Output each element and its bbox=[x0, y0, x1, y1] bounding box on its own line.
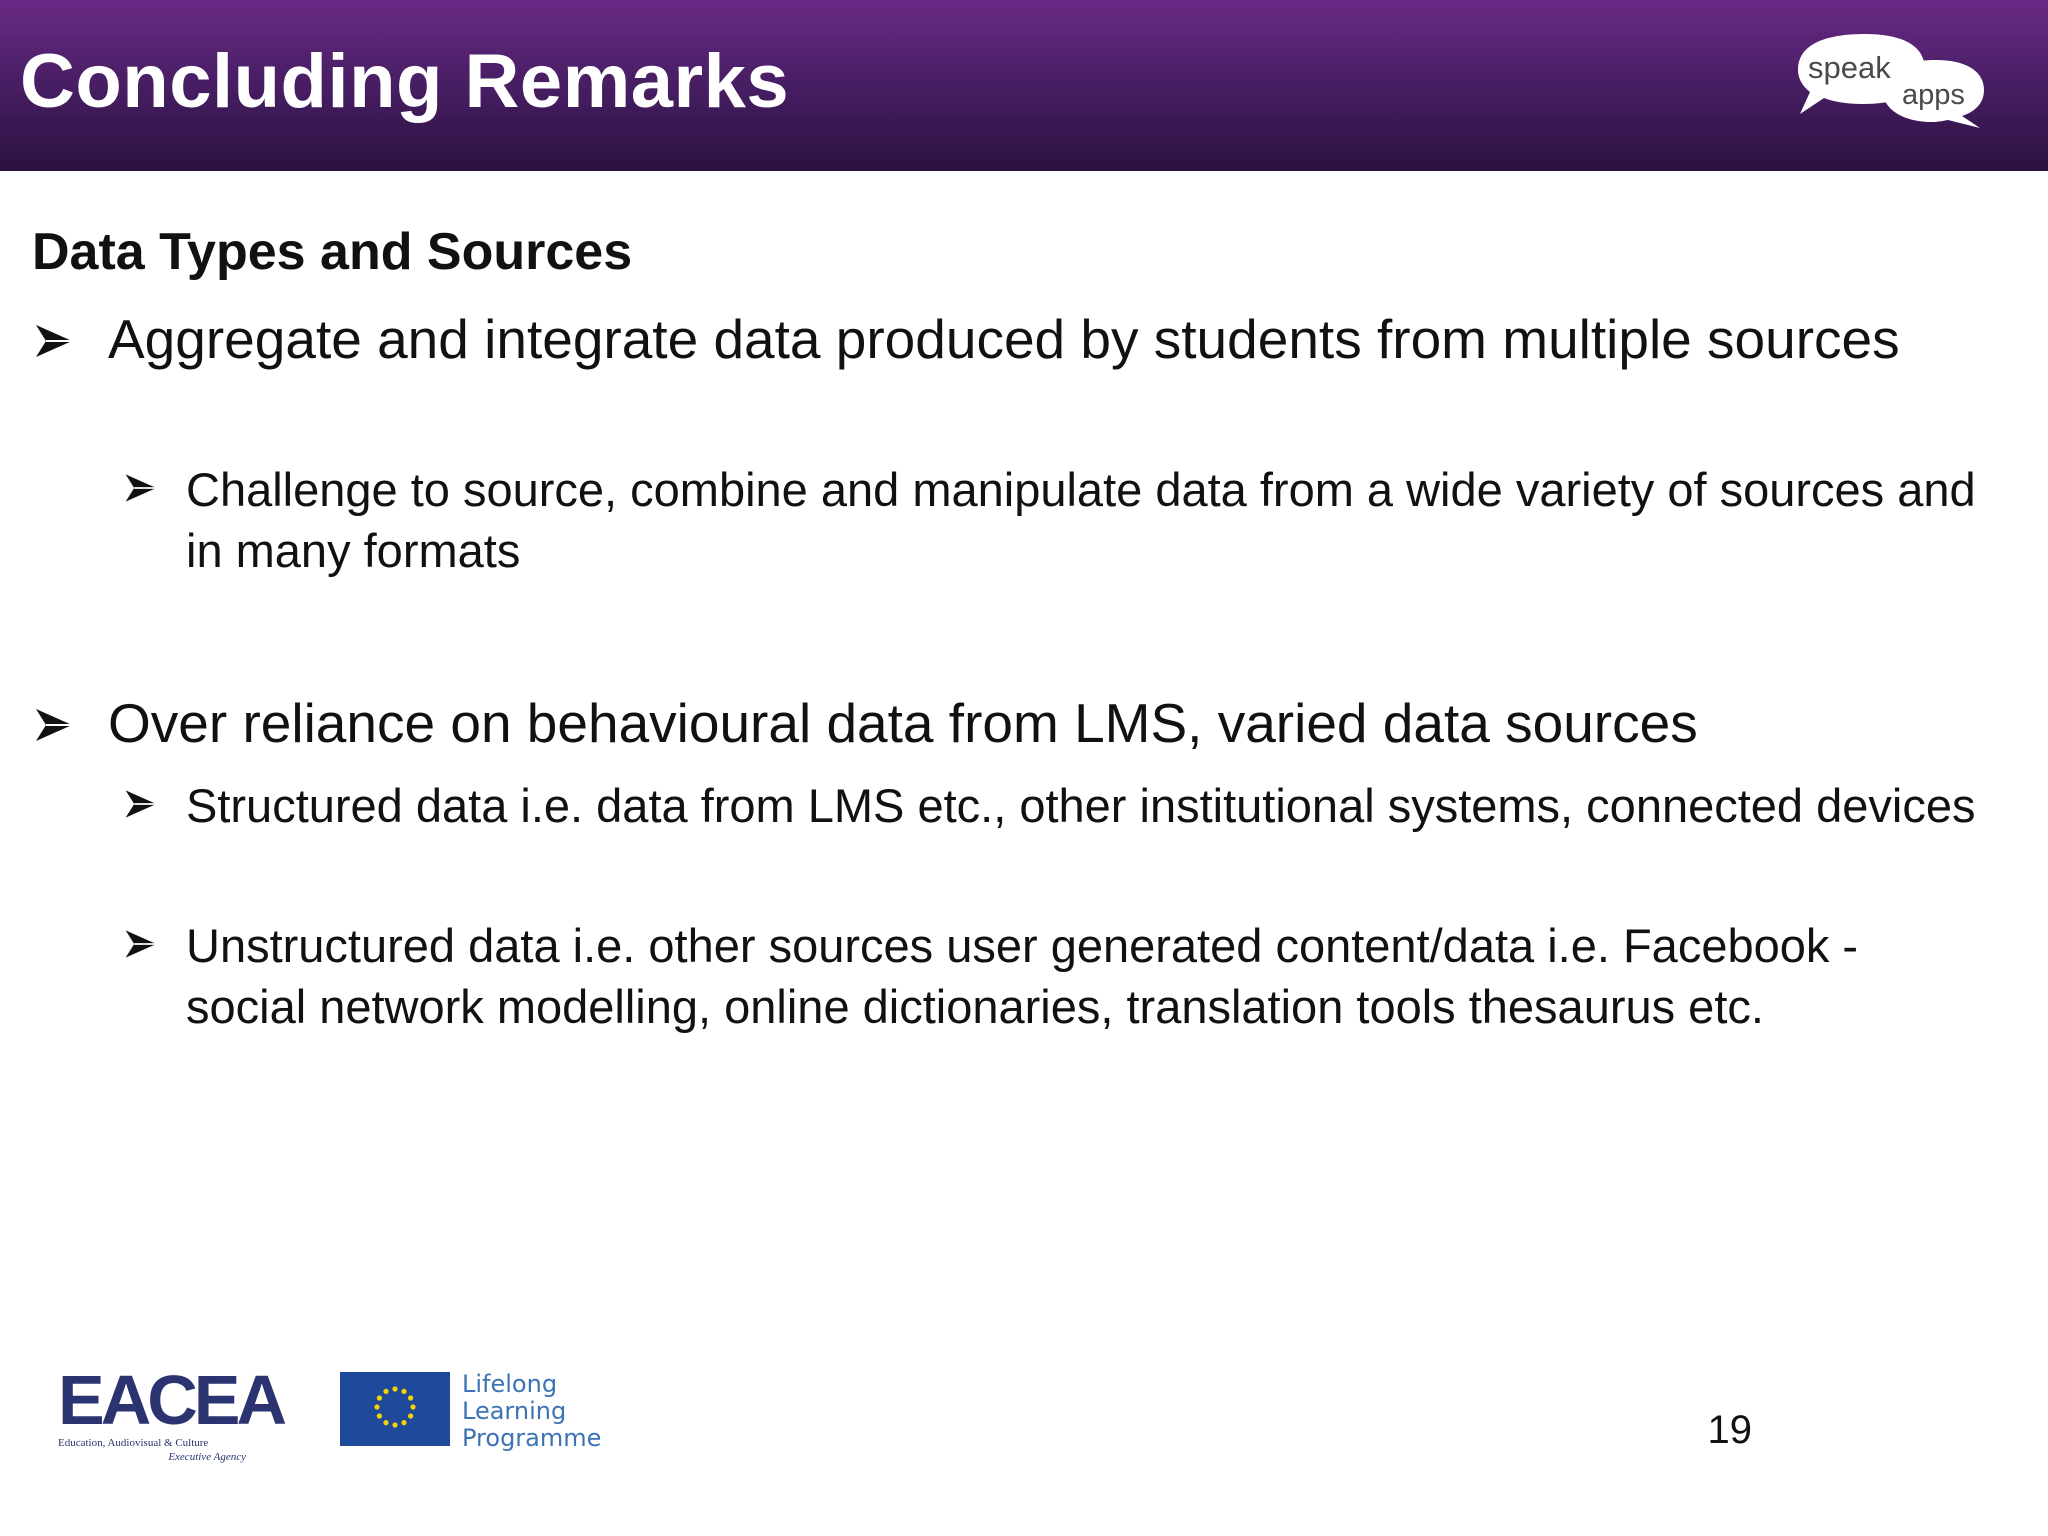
lifelong-learning-programme-logo bbox=[338, 1364, 618, 1450]
bullet-item bbox=[34, 689, 1934, 757]
llp-line-2: Learning bbox=[462, 1397, 567, 1425]
section-heading: Data Types and Sources bbox=[32, 223, 633, 281]
logo-word-speak: speak bbox=[1808, 50, 1891, 85]
bullet-item bbox=[34, 305, 1934, 373]
llp-line-3: Programme bbox=[462, 1424, 602, 1452]
sub-bullet-text: Unstructured data i.e. other sources user generated content/data i.e. Facebook - social network modelling, online dictionaries, translation tools thesaurus etc. bbox=[186, 919, 1859, 1033]
sub-bullet-item bbox=[124, 915, 1984, 1037]
logo-word-apps: apps bbox=[1902, 79, 1965, 111]
eu-flag-icon bbox=[340, 1372, 450, 1446]
eacea-acronym: EACEA bbox=[58, 1361, 284, 1439]
arrowhead-bullet-icon bbox=[124, 471, 158, 505]
speakapps-logo bbox=[1790, 30, 1990, 135]
arrowhead-bullet-icon bbox=[124, 927, 158, 961]
arrowhead-bullet-icon bbox=[124, 787, 158, 821]
arrowhead-bullet-icon bbox=[34, 705, 74, 745]
slide-title: Concluding Remarks bbox=[20, 39, 790, 124]
bullet-text: Aggregate and integrate data produced by students from multiple sources bbox=[108, 308, 1900, 370]
slide-header bbox=[0, 0, 2048, 171]
arrowhead-bullet-icon bbox=[34, 321, 74, 361]
sub-bullet-text: Challenge to source, combine and manipulate data from a wide variety of sources and in many formats bbox=[186, 463, 1976, 577]
eacea-logo bbox=[56, 1356, 284, 1468]
bullet-text: Over reliance on behavioural data from LMS, varied data sources bbox=[108, 692, 1698, 754]
eacea-line-2: Executive Agency bbox=[168, 1451, 246, 1463]
sub-bullet-item bbox=[124, 459, 1984, 581]
speech-bubbles-icon bbox=[1790, 30, 1990, 135]
sub-bullet-item bbox=[124, 775, 1984, 836]
llp-line-1: Lifelong bbox=[462, 1370, 558, 1398]
sub-bullet-text: Structured data i.e. data from LMS etc., other institutional systems, connected devices bbox=[186, 779, 1976, 832]
eacea-line-1: Education, Audiovisual & Culture bbox=[58, 1437, 209, 1449]
page-number: 19 bbox=[1707, 1408, 1752, 1452]
